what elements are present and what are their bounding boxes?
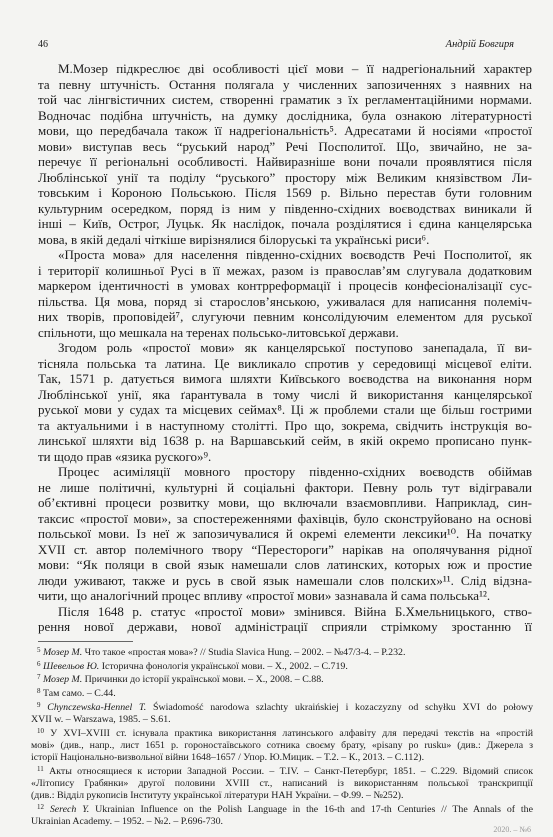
footnote-line <box>31 766 533 778</box>
footnote-line <box>31 702 533 714</box>
text-line-content: Після 1648 р. статус «простої мови» змінився. Війна Б.Хмельницького, ство- <box>58 603 532 619</box>
paragraph-5 <box>38 604 532 635</box>
footnote-line <box>31 714 533 726</box>
text-line <box>38 154 532 170</box>
footnote-line <box>31 661 533 673</box>
text-line <box>38 185 532 201</box>
text-line <box>38 340 532 356</box>
footnote-number: 8 <box>37 687 41 696</box>
text-line-content: об’єктивні процеси розвитку мови, що включали взаємовпливи. Наприклад, син- <box>38 495 532 510</box>
paragraph-4 <box>38 464 532 604</box>
footnote-number: 10 <box>37 726 44 735</box>
text-line-content: мова, в якій дедалі чіткіше вирізнялися білоруські та українські риси⁶. <box>38 231 430 247</box>
text-line-content: Процес асиміляції мовного простору південно-східних воєводств обіймав <box>58 464 532 479</box>
footnote-line-content <box>37 661 348 672</box>
text-line-content: маркером ідентичності в умовах контрреформації і процесів конфесіоналізації сус- <box>38 278 532 293</box>
text-line-content: Люблінської унії та поділу “руського” простору між Великим князівством Ли- <box>38 169 532 185</box>
footnote-number: 7 <box>37 673 41 682</box>
footnote-number: 6 <box>37 659 41 668</box>
text-line <box>38 356 532 372</box>
footnote <box>31 661 533 673</box>
footnote-line <box>31 647 533 659</box>
paragraph-1 <box>38 61 532 247</box>
text-line <box>38 139 532 155</box>
footnote-line-content <box>37 728 533 739</box>
text-line <box>38 201 532 217</box>
text-line-content: мови: “Як поляци в свой язык намешали слов латинских, которых юж и простие <box>38 557 532 572</box>
footnote-line-content <box>37 702 533 713</box>
text-line-content: «Проста мова» для населення південно-східних воєводств Речі Посполитої, як <box>58 247 532 262</box>
text-line <box>38 309 532 325</box>
text-line-content: товським і Короною Польською. Після 1569 р. Вільно перестав бути головним <box>38 185 532 200</box>
text-line-content: мови, що передбачала також її надрегіональність⁵. Адресатами й носіями «простої <box>38 123 532 138</box>
footnote-author: Chynczewska-Hennel T. <box>47 701 147 713</box>
text-line <box>38 418 532 434</box>
text-line <box>38 278 532 294</box>
text-line-content: і території колишньої Русі в її межах, разом із православ’ям слугувала додатковим <box>38 262 532 278</box>
footnote <box>31 674 533 686</box>
footnote-line-content <box>37 674 324 685</box>
text-line <box>38 232 532 248</box>
text-line-content: Так, 1571 р. датується вимога шляхти Київського воєводства на виконання норм <box>38 371 532 386</box>
text-line-content: Водночас подібна штучність, на думку дослідника, була ознакою літературності <box>38 107 532 123</box>
text-line-content: люди уживают, также и русь в свой язык намешали слов полских»¹¹. Слід відзна- <box>38 572 532 588</box>
text-line-content: спільноти, що мешкала на теренах польсько-литовської держави. <box>38 324 399 340</box>
footnote-text: XVII w. – Warszawa, 1985. – S.61. <box>31 714 171 726</box>
text-line <box>38 294 532 310</box>
footnote-text: Что такое «простая мова»? // Studia Slavica Hung. – 2002. – №47/3-4. – P.232. <box>84 647 406 658</box>
footnote-line <box>31 816 533 828</box>
text-line <box>38 92 532 108</box>
text-line-content: культурним осередком, поряд із ним у південно-східних воєводствах виникали й <box>38 200 532 216</box>
footnote-text: Ukrainian Influence on the Polish Language in the 16-th and 17-th Centuries // The Annals of the <box>95 803 533 815</box>
text-line-content: них творів, проповідей⁷, слугуючи певним консолідуючим елементом для руської <box>38 309 532 324</box>
footnote <box>31 688 533 700</box>
footnote <box>31 728 533 765</box>
paragraph-3 <box>38 340 532 464</box>
footnote-number: 9 <box>37 700 41 709</box>
text-line <box>38 263 532 279</box>
text-line <box>38 433 532 449</box>
text-line <box>38 557 532 573</box>
footnote-line-content <box>37 804 533 815</box>
text-line <box>38 464 532 480</box>
text-line <box>38 402 532 418</box>
text-line-content: мови» виступав весь “руський народ” Речі Посполитої. Що, звичайно, не за- <box>38 138 532 154</box>
text-line <box>38 61 532 77</box>
article-body <box>38 61 532 635</box>
text-line <box>38 480 532 496</box>
text-line-content: М.Мозер підкреслює дві особливості цієї мови – її надрегіональний характер <box>58 61 532 76</box>
footnote-line <box>31 688 533 700</box>
footnote-separator <box>38 641 133 642</box>
footnote-line-content <box>31 790 403 801</box>
footnote-text: історії Національно-визвольної війни 1648–1657 / Упор. Ю.Мицик. – Т.2. – К., 2013. – С.112). <box>31 752 425 764</box>
running-head-author: Андрій Бовгиря <box>445 39 514 50</box>
footnote-text: Świadomość narodowa szlachty ukraińskiej i kozaczyzny od schyłku XVI do połowy <box>152 701 534 713</box>
text-line-content: рення нової держави, нової адміністрації сприяли стрімкому зростанню її <box>38 619 532 634</box>
footnote-line <box>31 778 533 790</box>
text-line-content: перечує її регіональні особливості. Найвиразніше вони почали проявлятися після <box>38 154 532 169</box>
text-line-content: линської шляхти від 1638 р. на Варшавський сейм, в якій окремо прописано пунк- <box>38 433 532 448</box>
footnote <box>31 702 533 726</box>
text-line-content: Люблінської унії, яка ґарантувала в тому числі й використання канцелярської <box>38 386 532 402</box>
text-line <box>38 108 532 124</box>
footnote-text: (див.: Відділ рукописів Інституту української літератури НАН України. – Ф.99. – №252). <box>31 790 404 802</box>
footnote-line <box>31 790 533 802</box>
footnote-line-content <box>31 740 533 751</box>
text-line <box>38 325 532 341</box>
footnote <box>31 766 533 803</box>
footnote-author: Мозер М. <box>42 647 83 658</box>
text-line-content: та актуальними і в наступному столітті. Про що, зокрема, свідчить інструкція во- <box>38 417 532 433</box>
text-line-content: ти щодо прав «язика руского»⁹. <box>38 448 212 464</box>
footnote-text: Там само. – С.44. <box>42 688 116 700</box>
text-line <box>38 77 532 93</box>
footnote-line-content <box>37 647 405 658</box>
text-line <box>38 387 532 403</box>
footnote-author: Шевельов Ю. <box>42 660 100 672</box>
text-line <box>38 511 532 527</box>
issue-footer: 2020. – №6 <box>493 825 531 834</box>
text-line <box>38 449 532 465</box>
footnote-line <box>31 728 533 740</box>
text-line-content: пільства. Ця мова, поряд зі старослов’янською, уживалася для написання полеміч- <box>38 293 532 309</box>
text-line-content: тісняла польська та латина. Це викликало спротив у середовищі місцевої еліти. <box>38 355 532 371</box>
footnote-line-content <box>31 714 171 725</box>
footnote-text: мові» (див., напр., лист 1651 р. гороностаївського сотника своєму брату, «pisany po rusku» (див.: Джерела з <box>31 739 533 751</box>
paragraph-2 <box>38 247 532 340</box>
footnote-line <box>31 804 533 816</box>
footnote-line-content <box>31 778 533 789</box>
text-line-content: не лише політичні, культурні й соціальні фактори. Певну роль тут відігравали <box>38 479 532 495</box>
footnote-author: Мозер М. <box>42 674 83 686</box>
footnote-number: 11 <box>37 764 44 773</box>
text-line <box>38 619 532 635</box>
text-line-content: таксис «простої мови», за спостереженнями фахівців, було сконструйовано на основі <box>38 510 532 526</box>
text-line <box>38 526 532 542</box>
footnote-line-content <box>31 816 223 827</box>
text-line-content: той час лінгвістичних систем, створенні граматик з їх регламентаційними нормами. <box>38 92 532 107</box>
text-line <box>38 170 532 186</box>
footnote-line-content <box>37 766 533 777</box>
text-line-content: чити, що аналогічний процес впливу «простої мови» зазнавала й сама польська¹². <box>38 588 491 603</box>
text-line-content: та певну штучність. Остання полягала у численних запозиченнях з наявних на <box>38 76 532 92</box>
text-line <box>38 247 532 263</box>
footnote-line <box>31 740 533 752</box>
text-line-content: польської мови. Із неї ж запозичувалися й окремі елементи лексики¹⁰. На початку <box>38 526 532 541</box>
footnote-text: «Літопису Грабянки» другої половини XVIII ст., написаний із використанням польської транскрипції <box>31 778 533 790</box>
footnote-author: Serech Y. <box>49 803 90 815</box>
text-line <box>38 123 532 139</box>
text-line <box>38 371 532 387</box>
footnote-number: 12 <box>37 802 44 811</box>
text-line <box>38 573 532 589</box>
text-line <box>38 604 532 620</box>
text-line-content: Згодом роль «простої мови» як канцелярської поступово занепадала, її ви- <box>58 340 532 355</box>
footnote <box>31 647 533 659</box>
footnote-text: Історична фонологія української мови. – Х., 2002. – С.719. <box>101 660 348 672</box>
text-line-content: руської мови у судах та місцевих сеймах⁸. Ці ж проблеми стали ще більш гострими <box>38 402 532 417</box>
text-line-content: інші – Київ, Острог, Луцьк. Як наслідок, почала розділятися і єдина канцелярська <box>38 216 532 231</box>
footnote-number: 5 <box>37 646 41 654</box>
text-line <box>38 495 532 511</box>
footnote-line <box>31 674 533 686</box>
footnote-line-content <box>31 752 424 763</box>
text-line <box>38 216 532 232</box>
footnote-line-content <box>37 688 116 699</box>
text-line <box>38 542 532 558</box>
footnote-text: Причинки до історії української мови. – Х., 2008. – С.88. <box>84 674 324 686</box>
footnotes <box>31 647 533 830</box>
footnote-line <box>31 752 533 764</box>
footnote-text: Акты относящиеся к истории Западной России. – Т.IV. – Санкт-Петербург, 1851. – С.229. Відомий список <box>49 765 534 777</box>
footnote-text: Ukrainian Academy. – 1952. – №2. – P.696-730. <box>31 816 223 828</box>
footnote-text: У XVI–XVIII ст. існувала практика використання латинського алфавіту для передачі текстів на «простій <box>50 727 533 739</box>
text-line <box>38 588 532 604</box>
page-number: 46 <box>38 39 48 50</box>
footnote <box>31 804 533 828</box>
text-line-content: XVII ст. автор полемічного твору “Перестороги” нарікав на ополячування рідної <box>38 541 532 557</box>
